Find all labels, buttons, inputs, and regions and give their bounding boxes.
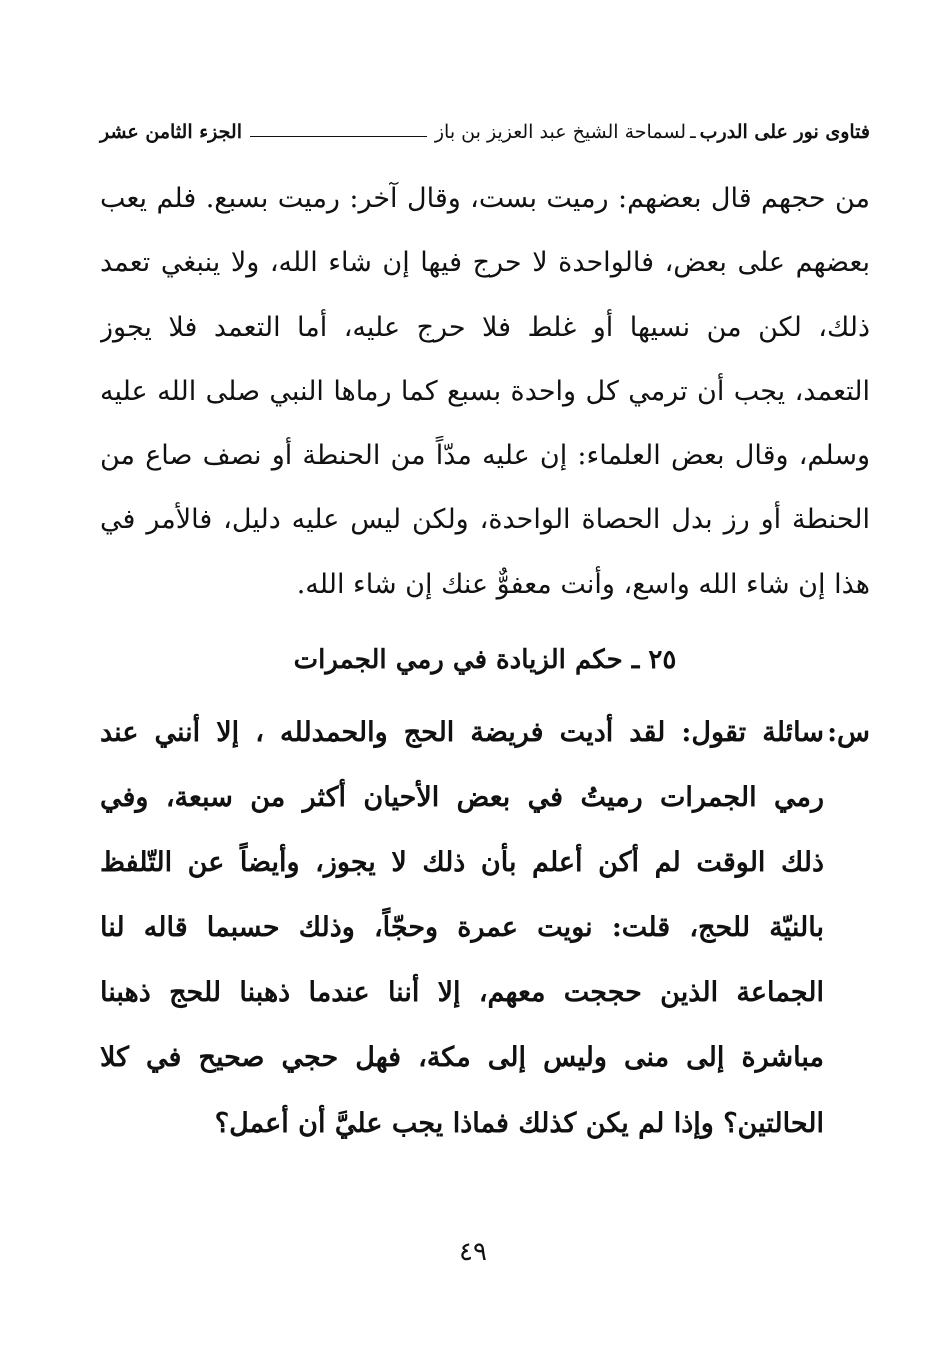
paragraph-line: ذلك، لكن من نسيها أو غلط فلا حرج عليه، أما التعمد فلا يجوز xyxy=(100,311,870,343)
question-line: بالنيّة للحج، قلت: نويت عمرة وحجّاً، وذلك حسبما قاله لنا xyxy=(100,912,824,944)
paragraph-line: من حجهم قال بعضهم: رميت بست، وقال آخر: رميت بسبع. فلم يعب xyxy=(100,183,870,214)
author-name: لسماحة الشيخ عبد العزيز بن باز xyxy=(434,121,687,143)
question-line: مباشرة إلى منى وليس إلى مكة، فهل حجي صحيح في كلا xyxy=(100,1042,824,1074)
question-block xyxy=(100,700,870,1156)
answer-paragraph xyxy=(100,167,870,617)
question-line: الجماعة الذين حججت معهم، إلا أننا عندما ذهبنا للحج ذهبنا xyxy=(100,977,824,1009)
paragraph-line: هذا إن شاء الله واسع، وأنت معفوٌّ عنك إن شاء الله. xyxy=(296,568,870,600)
header-rule xyxy=(250,136,427,137)
page-number: ٤٩ xyxy=(459,1237,487,1267)
question-text: سائلة تقول: لقد أديت فريضة الحج والحمدلله ، إلا أنني عند xyxy=(100,717,824,748)
section-heading: ٢٥ ـ حكم الزيادة في رمي الجمرات xyxy=(293,645,677,675)
question-line xyxy=(100,700,870,765)
paragraph-line: بعضهم على بعض، فالواحدة لا حرج فيها إن شاء الله، ولا ينبغي تعمد xyxy=(100,247,870,279)
paragraph-line: التعمد، يجب أن ترمي كل واحدة بسبع كما رماها النبي صلى الله عليه xyxy=(100,375,870,407)
question-line: ذلك الوقت لم أكن أعلم بأن ذلك لا يجوز، وأيضاً عن التّلفظ xyxy=(100,847,824,879)
paragraph-line: الحنطة أو رز بدل الحصاة الواحدة، ولكن ليس عليه دليل، فالأمر في xyxy=(100,504,870,536)
paragraph-line: وسلم، وقال بعض العلماء: إن عليه مدّاً من الحنطة أو نصف صاع من xyxy=(100,440,870,472)
running-header xyxy=(100,112,870,152)
question-label: س: xyxy=(827,717,870,748)
question-line: الحالتين؟ وإذا لم يكن كذلك فماذا يجب عليَّ أن أعمل؟ xyxy=(214,1107,824,1139)
volume-label: الجزء الثامن عشر xyxy=(100,121,242,143)
series-title: فتاوى نور على الدرب xyxy=(699,121,870,143)
question-line: رمي الجمرات رميتُ في بعض الأحيان أكثر من سبعة، وفي xyxy=(100,782,824,814)
header-dash: ـ xyxy=(690,121,696,143)
